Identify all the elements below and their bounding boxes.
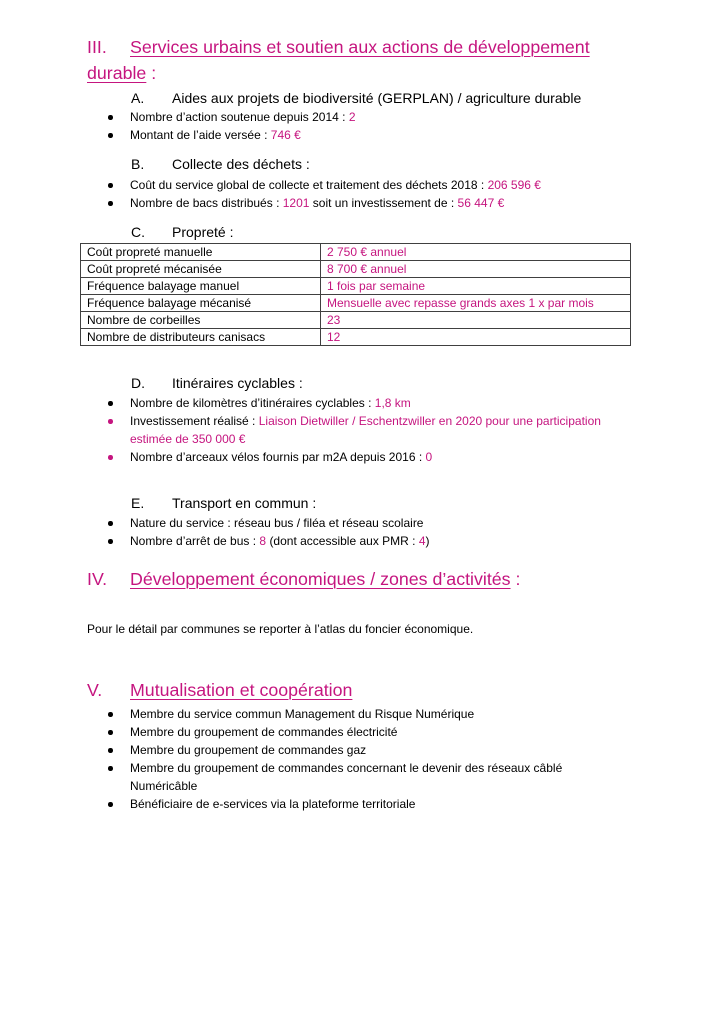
- item-value: 2: [348, 110, 356, 124]
- item-label: Nombre de bacs distribués :: [130, 196, 280, 210]
- subsection-title: Propreté :: [172, 224, 234, 240]
- table-cell-label: Coût propreté mécanisée: [81, 261, 321, 278]
- subsection-heading-a: [131, 88, 581, 108]
- bullet-icon: [108, 419, 113, 424]
- section-colon: :: [515, 569, 521, 589]
- list-item: [100, 176, 617, 194]
- table-cell-value: 8 700 € annuel: [321, 261, 631, 278]
- subsection-heading-e: [131, 493, 316, 513]
- table-cell-value: 12: [321, 329, 631, 346]
- bullet-icon: [108, 730, 113, 735]
- proprete-table: [80, 243, 631, 346]
- item-value: 8: [259, 534, 267, 548]
- item-label: Membre du groupement de commandes électricité: [130, 725, 398, 739]
- table-cell-label: Nombre de distributeurs canisacs: [81, 329, 321, 346]
- table-cell-value: Mensuelle avec repasse grands axes 1 x par mois: [321, 295, 631, 312]
- item-label: Membre du service commun Management du Risque Numérique: [130, 707, 475, 721]
- section-number: IV.: [87, 569, 108, 589]
- item-label: Investissement réalisé :: [130, 414, 256, 428]
- subsection-letter: E.: [131, 495, 145, 511]
- list-item: [100, 795, 617, 813]
- table-cell-label: Nombre de corbeilles: [81, 312, 321, 329]
- subsection-letter: D.: [131, 375, 145, 391]
- list-item: [100, 759, 617, 795]
- item-value: 206 596 €: [487, 178, 541, 192]
- body-paragraph: Pour le détail par communes se reporter à l’atlas du foncier économique.: [87, 622, 474, 636]
- subsection-heading-c: [131, 222, 233, 242]
- item-value: 1201: [282, 196, 310, 210]
- item-label: Bénéficiaire de e-services via la plateforme territoriale: [130, 797, 416, 811]
- list-item: [100, 532, 617, 550]
- list-item: [100, 412, 617, 448]
- subsection-letter: A.: [131, 90, 145, 106]
- item-value-secondary: 56 447 €: [457, 196, 505, 210]
- section-number: III.: [87, 37, 107, 57]
- section-colon: :: [151, 63, 157, 83]
- section-title: Développement économiques / zones d’activités: [130, 569, 511, 589]
- bullet-icon: [108, 115, 113, 120]
- table-row: [81, 261, 631, 278]
- section-heading-iv: [87, 566, 632, 592]
- bullet-icon: [108, 521, 113, 526]
- subsection-heading-d: [131, 373, 303, 393]
- subsection-letter: C.: [131, 224, 145, 240]
- bullet-icon: [108, 401, 113, 406]
- list-item: [100, 705, 617, 723]
- item-closing-paren: ): [425, 534, 430, 548]
- bullet-list-transport: [100, 514, 617, 550]
- table-row: [81, 329, 631, 346]
- section-title: Services urbains et soutien aux actions de développement durable: [87, 37, 590, 83]
- item-value: Liaison Dietwiller / Eschentzwiller en 2020 pour une participation estimée de 350 000 €: [130, 414, 601, 446]
- item-value: 0: [425, 450, 433, 464]
- list-item: [100, 741, 617, 759]
- bullet-icon: [108, 748, 113, 753]
- bullet-icon: [108, 183, 113, 188]
- section-number: V.: [87, 680, 103, 700]
- table-cell-label: Fréquence balayage mécanisé: [81, 295, 321, 312]
- section-title: Mutualisation et coopération: [130, 680, 353, 700]
- bullet-icon: [108, 455, 113, 460]
- item-label-secondary: (dont accessible aux PMR :: [269, 534, 416, 548]
- item-label: Nombre de kilomètres d’itinéraires cyclables :: [130, 396, 372, 410]
- bullet-icon: [108, 712, 113, 717]
- list-item: [100, 394, 617, 412]
- bullet-icon: [108, 539, 113, 544]
- bullet-icon: [108, 802, 113, 807]
- table-cell-label: Coût propreté manuelle: [81, 244, 321, 261]
- table-cell-value: 2 750 € annuel: [321, 244, 631, 261]
- item-label: Membre du groupement de commandes concernant le devenir des réseaux câblé Numéricâble: [130, 761, 563, 793]
- bullet-icon: [108, 766, 113, 771]
- bullet-list-cyclables: [100, 394, 617, 466]
- item-label-secondary: soit un investissement de :: [312, 196, 455, 210]
- subsection-letter: B.: [131, 156, 145, 172]
- subsection-title: Aides aux projets de biodiversité (GERPLAN) / agriculture durable: [172, 90, 582, 106]
- table-cell-label: Fréquence balayage manuel: [81, 278, 321, 295]
- list-item: [100, 126, 617, 144]
- item-label: Nature du service : réseau bus / filéa et réseau scolaire: [130, 516, 424, 530]
- table-row: [81, 244, 631, 261]
- item-label: Membre du groupement de commandes gaz: [130, 743, 367, 757]
- list-item: [100, 194, 617, 212]
- item-value-secondary: 4: [418, 534, 426, 548]
- table-cell-value: 23: [321, 312, 631, 329]
- item-label: Nombre d’arceaux vélos fournis par m2A depuis 2016 :: [130, 450, 423, 464]
- table-row: [81, 278, 631, 295]
- item-label: Nombre d’action soutenue depuis 2014 :: [130, 110, 346, 124]
- subsection-title: Collecte des déchets :: [172, 156, 310, 172]
- bullet-icon: [108, 201, 113, 206]
- subsection-title: Itinéraires cyclables :: [172, 375, 303, 391]
- subsection-heading-b: [131, 154, 310, 174]
- list-item: [100, 448, 617, 466]
- subsection-title: Transport en commun :: [172, 495, 317, 511]
- list-item: [100, 723, 617, 741]
- table-row: [81, 295, 631, 312]
- bullet-icon: [108, 133, 113, 138]
- table-row: [81, 312, 631, 329]
- item-value: 746 €: [270, 128, 301, 142]
- item-label: Nombre d’arrêt de bus :: [130, 534, 257, 548]
- list-item: [100, 108, 617, 126]
- item-label: Coût du service global de collecte et traitement des déchets 2018 :: [130, 178, 485, 192]
- item-value: 1,8 km: [374, 396, 411, 410]
- bullet-list-dechets: [100, 176, 617, 212]
- bullet-list-mutualisation: [100, 705, 617, 813]
- section-heading-v: [87, 677, 632, 703]
- item-label: Montant de l’aide versée :: [130, 128, 268, 142]
- list-item: [100, 514, 617, 532]
- bullet-list-biodiversite: [100, 108, 617, 144]
- section-heading-iii: [87, 34, 632, 86]
- table-cell-value: 1 fois par semaine: [321, 278, 631, 295]
